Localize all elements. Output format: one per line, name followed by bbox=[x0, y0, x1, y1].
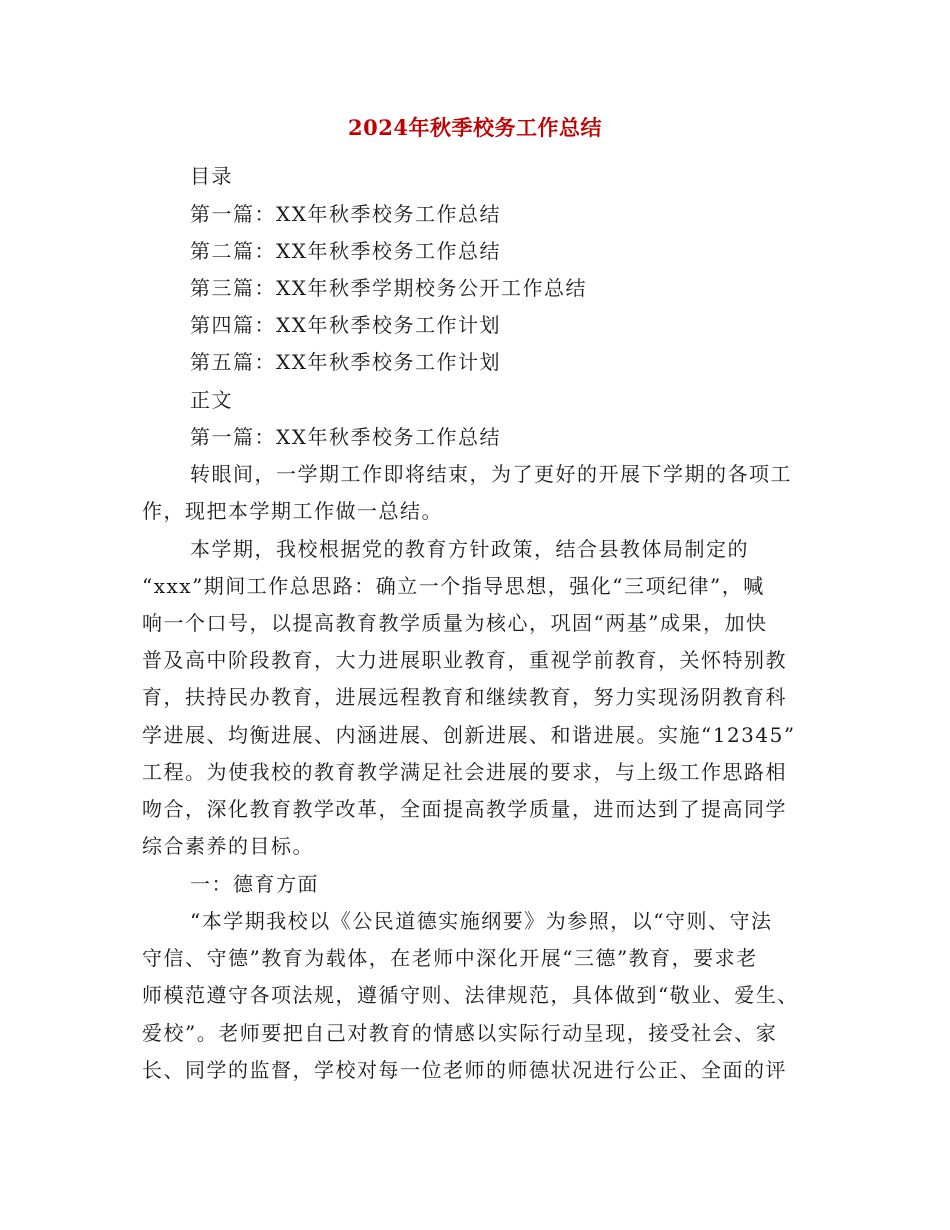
paragraph-line: 普及高中阶段教育，大力进展职业教育，重视学前教育，关怀特别教 bbox=[142, 648, 787, 672]
paragraph-line: 长、同学的监督，学校对每一位老师的师德状况进行公正、全面的评 bbox=[142, 1058, 787, 1082]
paragraph-line: 吻合，深化教育教学改革，全面提高教学质量，进而达到了提高同学 bbox=[142, 797, 787, 821]
paragraph-line: 爱校”。老师要把自己对教育的情感以实际行动呈现，接受社会、家 bbox=[142, 1021, 778, 1045]
paragraph-line: 学进展、均衡进展、内涵进展、创新进展、和谐进展。实施“12345” bbox=[142, 723, 796, 747]
paragraph-line: “本学期我校以《公民道德实施纲要》为参照，以“守则、守法 bbox=[190, 909, 773, 933]
paragraph-line: 响一个口号，以提高教育教学质量为核心，巩固“两基”成果，加快 bbox=[142, 611, 768, 635]
paragraph-line: 守信、守德”教育为载体，在老师中深化开展“三德”教育，要求老 bbox=[142, 946, 758, 970]
body-heading: 正文 bbox=[190, 388, 233, 412]
section-title: 第一篇：XX年秋季校务工作总结 bbox=[190, 425, 501, 449]
toc-heading: 目录 bbox=[190, 164, 233, 188]
paragraph-line: 转眼间，一学期工作即将结束，为了更好的开展下学期的各项工 bbox=[190, 462, 792, 486]
toc-item: 第一篇：XX年秋季校务工作总结 bbox=[190, 202, 501, 226]
paragraph-line: 本学期，我校根据党的教育方针政策，结合县教体局制定的 bbox=[190, 537, 749, 561]
document-title: 2024年秋季校务工作总结 bbox=[348, 115, 602, 140]
sub-heading: 一：德育方面 bbox=[190, 872, 319, 896]
toc-item: 第三篇：XX年秋季学期校务公开工作总结 bbox=[190, 276, 587, 300]
paragraph-line: 育，扶持民办教育，进展远程教育和继续教育，努力实现汤阴教育科 bbox=[142, 685, 787, 709]
toc-item: 第五篇：XX年秋季校务工作计划 bbox=[190, 350, 501, 374]
toc-item: 第四篇：XX年秋季校务工作计划 bbox=[190, 313, 501, 337]
paragraph-line: “xxx”期间工作总思路：确立一个指导思想，强化“三项纪律”，喊 bbox=[142, 574, 765, 598]
paragraph-line: 综合素养的目标。 bbox=[142, 834, 314, 858]
paragraph-line: 师模范遵守各项法规，遵循守则、法律规范，具体做到“敬业、爱生、 bbox=[142, 983, 799, 1007]
paragraph-line: 工程。为使我校的教育教学满足社会进展的要求，与上级工作思路相 bbox=[142, 760, 787, 784]
toc-item: 第二篇：XX年秋季校务工作总结 bbox=[190, 239, 501, 263]
paragraph-line: 作，现把本学期工作做一总结。 bbox=[142, 499, 443, 523]
